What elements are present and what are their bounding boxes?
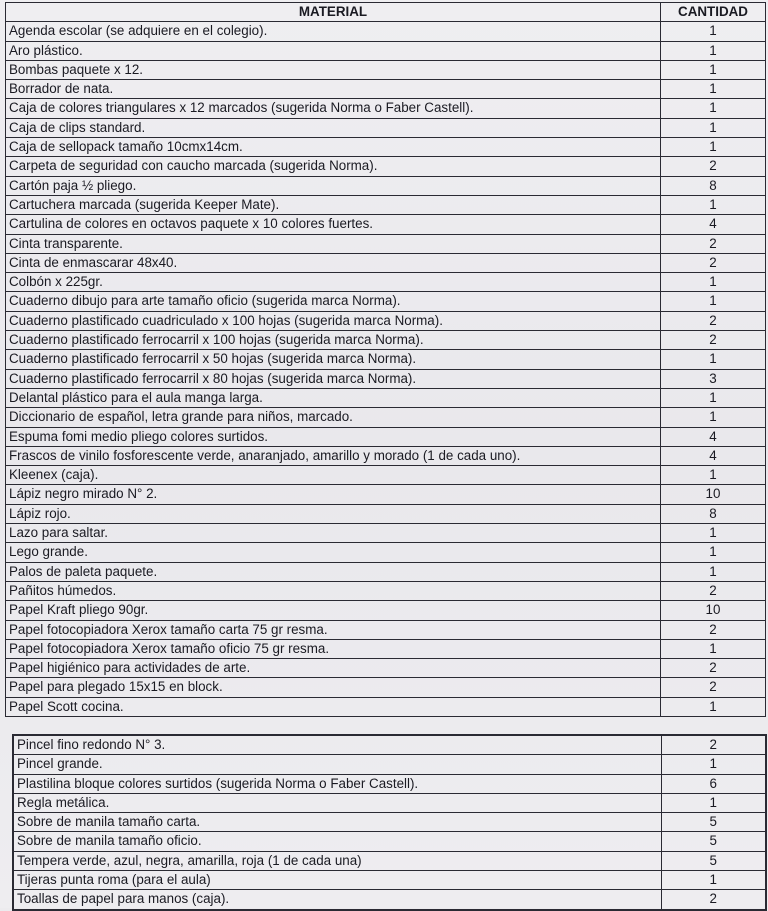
- quantity-cell: 10: [661, 601, 766, 620]
- material-cell: Frascos de vinilo fosforescente verde, anaranjado, amarillo y morado (1 de cada uno).: [6, 446, 661, 465]
- table-row: [6, 273, 766, 292]
- quantity-cell: 2: [661, 234, 766, 253]
- quantity-cell: 1: [661, 697, 766, 716]
- quantity-cell: 4: [661, 446, 766, 465]
- quantity-cell: 1: [661, 118, 766, 137]
- table-row: [6, 408, 766, 427]
- quantity-cell: 2: [661, 890, 766, 910]
- quantity-cell: 1: [661, 99, 766, 118]
- material-cell: Caja de colores triangulares x 12 marcados (sugerida Norma o Faber Castell).: [6, 99, 661, 118]
- table-row: [6, 41, 766, 60]
- quantity-cell: 6: [661, 774, 766, 793]
- material-cell: Cuaderno plastificado ferrocarril x 100 hojas (sugerida marca Norma).: [6, 331, 661, 350]
- table-row: [6, 60, 766, 79]
- table-row: [6, 22, 766, 41]
- quantity-cell: 1: [661, 524, 766, 543]
- material-cell: Toallas de papel para manos (caja).: [13, 890, 661, 910]
- quantity-cell: 8: [661, 504, 766, 523]
- table-row: [6, 118, 766, 137]
- material-cell: Cartulina de colores en octavos paquete x 10 colores fuertes.: [6, 215, 661, 234]
- quantity-cell: 1: [661, 41, 766, 60]
- quantity-cell: 1: [661, 755, 766, 774]
- quantity-cell: 1: [661, 350, 766, 369]
- table-row: [6, 138, 766, 157]
- table-row: [13, 774, 766, 793]
- table-row: [6, 215, 766, 234]
- table-row: [13, 793, 766, 812]
- table-row: [6, 80, 766, 99]
- quantity-cell: 1: [661, 793, 766, 812]
- table-row: [6, 446, 766, 465]
- quantity-cell: 2: [661, 331, 766, 350]
- table-row: [13, 735, 766, 755]
- quantity-cell: 5: [661, 813, 766, 832]
- table-row: [6, 485, 766, 504]
- quantity-cell: 1: [661, 60, 766, 79]
- table-row: [6, 697, 766, 716]
- material-cell: Espuma fomi medio pliego colores surtidos.: [6, 427, 661, 446]
- material-cell: Bombas paquete x 12.: [6, 60, 661, 79]
- material-cell: Papel Scott cocina.: [6, 697, 661, 716]
- material-cell: Sobre de manila tamaño oficio.: [13, 832, 661, 851]
- table-row: [6, 157, 766, 176]
- material-cell: Pincel fino redondo N° 3.: [13, 735, 661, 755]
- material-cell: Cartuchera marcada (sugerida Keeper Mate).: [6, 195, 661, 214]
- material-cell: Caja de sellopack tamaño 10cmx14cm.: [6, 138, 661, 157]
- material-cell: Papel para plegado 15x15 en block.: [6, 678, 661, 697]
- table-row: [6, 427, 766, 446]
- material-cell: Papel Kraft pliego 90gr.: [6, 601, 661, 620]
- quantity-cell: 1: [661, 388, 766, 407]
- material-cell: Cinta de enmascarar 48x40.: [6, 253, 661, 272]
- quantity-cell: 3: [661, 369, 766, 388]
- material-cell: Aro plástico.: [6, 41, 661, 60]
- table-row: [6, 639, 766, 658]
- table-row: [6, 388, 766, 407]
- quantity-cell: 1: [661, 871, 766, 890]
- quantity-cell: 1: [661, 466, 766, 485]
- quantity-cell: 1: [661, 80, 766, 99]
- table-row: [6, 292, 766, 311]
- quantity-cell: 5: [661, 832, 766, 851]
- table-row: [6, 99, 766, 118]
- material-cell: Cuaderno plastificado ferrocarril x 80 hojas (sugerida marca Norma).: [6, 369, 661, 388]
- quantity-cell: 4: [661, 215, 766, 234]
- material-cell: Tempera verde, azul, negra, amarilla, roja (1 de cada una): [13, 851, 661, 870]
- table-row: [13, 890, 766, 910]
- quantity-cell: 1: [661, 639, 766, 658]
- material-cell: Kleenex (caja).: [6, 466, 661, 485]
- material-cell: Papel higiénico para actividades de arte.: [6, 659, 661, 678]
- material-cell: Cuaderno dibujo para arte tamaño oficio (sugerida marca Norma).: [6, 292, 661, 311]
- table-row: [13, 755, 766, 774]
- quantity-cell: 2: [661, 581, 766, 600]
- table-row: [13, 813, 766, 832]
- material-cell: Diccionario de español, letra grande para niños, marcado.: [6, 408, 661, 427]
- quantity-cell: 1: [661, 273, 766, 292]
- quantity-cell: 2: [661, 659, 766, 678]
- quantity-cell: 1: [661, 22, 766, 41]
- quantity-cell: 1: [661, 292, 766, 311]
- quantity-cell: 1: [661, 138, 766, 157]
- material-cell: Plastilina bloque colores surtidos (sugerida Norma o Faber Castell).: [13, 774, 661, 793]
- table-row: [6, 543, 766, 562]
- table-row: [6, 331, 766, 350]
- table-row: [6, 524, 766, 543]
- material-cell: Caja de clips standard.: [6, 118, 661, 137]
- table-row: [6, 369, 766, 388]
- table-row: [13, 832, 766, 851]
- materials-table: [5, 2, 766, 717]
- material-cell: Lazo para saltar.: [6, 524, 661, 543]
- table-row: [13, 851, 766, 870]
- table-row: [6, 504, 766, 523]
- material-cell: Lápiz negro mirado N° 2.: [6, 485, 661, 504]
- table-row: [6, 659, 766, 678]
- quantity-cell: 1: [661, 408, 766, 427]
- material-cell: Borrador de nata.: [6, 80, 661, 99]
- material-cell: Regla metálica.: [13, 793, 661, 812]
- quantity-cell: 2: [661, 311, 766, 330]
- material-cell: Lego grande.: [6, 543, 661, 562]
- table-row: [6, 234, 766, 253]
- table-header-row: [6, 3, 766, 22]
- materials-table-continued: [12, 734, 767, 911]
- material-cell: Cuaderno plastificado cuadriculado x 100 hojas (sugerida marca Norma).: [6, 311, 661, 330]
- quantity-cell: 5: [661, 851, 766, 870]
- table-row: [6, 678, 766, 697]
- quantity-cell: 2: [661, 253, 766, 272]
- material-cell: Papel fotocopiadora Xerox tamaño oficio 75 gr resma.: [6, 639, 661, 658]
- material-cell: Pañitos húmedos.: [6, 581, 661, 600]
- quantity-cell: 2: [661, 620, 766, 639]
- material-cell: Pincel grande.: [13, 755, 661, 774]
- material-cell: Tijeras punta roma (para el aula): [13, 871, 661, 890]
- quantity-cell: 2: [661, 735, 766, 755]
- materials-table-continued-body: [13, 735, 766, 910]
- material-cell: Cinta transparente.: [6, 234, 661, 253]
- table-row: [6, 195, 766, 214]
- material-cell: Palos de paleta paquete.: [6, 562, 661, 581]
- material-cell: Colbón x 225gr.: [6, 273, 661, 292]
- quantity-cell: 4: [661, 427, 766, 446]
- material-cell: Cuaderno plastificado ferrocarril x 50 hojas (sugerida marca Norma).: [6, 350, 661, 369]
- material-cell: Sobre de manila tamaño carta.: [13, 813, 661, 832]
- table-row: [6, 620, 766, 639]
- material-cell: Agenda escolar (se adquiere en el colegio).: [6, 22, 661, 41]
- table-row: [6, 311, 766, 330]
- table-row: [6, 350, 766, 369]
- table-row: [6, 466, 766, 485]
- quantity-cell: 2: [661, 157, 766, 176]
- table-row: [6, 562, 766, 581]
- quantity-cell: 1: [661, 195, 766, 214]
- material-cell: Cartón paja ½ pliego.: [6, 176, 661, 195]
- quantity-column-header: CANTIDAD: [661, 3, 766, 22]
- quantity-cell: 1: [661, 562, 766, 581]
- table-row: [13, 871, 766, 890]
- quantity-cell: 1: [661, 543, 766, 562]
- material-cell: Delantal plástico para el aula manga larga.: [6, 388, 661, 407]
- table-row: [6, 581, 766, 600]
- quantity-cell: 8: [661, 176, 766, 195]
- materials-table-body: [6, 22, 766, 717]
- material-cell: Lápiz rojo.: [6, 504, 661, 523]
- table-row: [6, 601, 766, 620]
- material-cell: Papel fotocopiadora Xerox tamaño carta 75 gr resma.: [6, 620, 661, 639]
- quantity-cell: 2: [661, 678, 766, 697]
- table-row: [6, 176, 766, 195]
- material-column-header: MATERIAL: [6, 3, 661, 22]
- material-cell: Carpeta de seguridad con caucho marcada (sugerida Norma).: [6, 157, 661, 176]
- table-row: [6, 253, 766, 272]
- quantity-cell: 10: [661, 485, 766, 504]
